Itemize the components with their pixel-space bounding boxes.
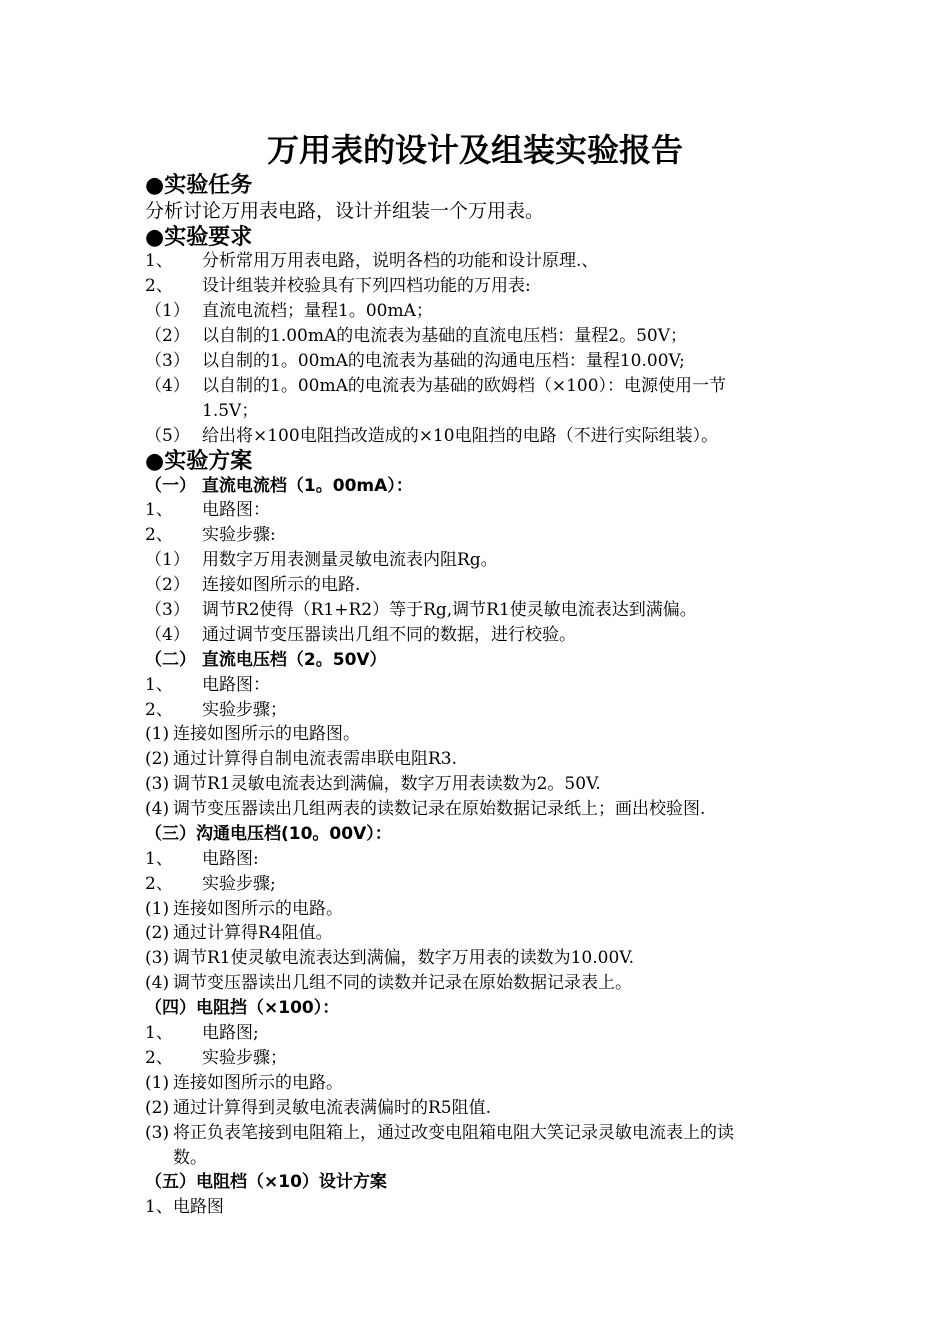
plan-item: (2) 通过计算得R4阻值。 — [145, 923, 333, 943]
plan-item: (1) 连接如图所示的电路。 — [145, 1073, 343, 1093]
plan-item: （1） 用数字万用表测量灵敏电流表内阻Rg。 — [145, 550, 498, 570]
subsection-heading-resistance-x100: （四）电阻挡（×100）： — [145, 998, 340, 1018]
requirement-item: 2、 设计组装并校验具有下列四档功能的万用表: — [145, 276, 531, 296]
subsection-heading-ac-voltage: （三）沟通电压档(10。00V）： — [145, 824, 392, 844]
plan-item: (3) 调节R1使灵敏电流表达到满偏，数字万用表的读数为10.00V. — [145, 948, 634, 968]
subsection-heading-dc-voltage: （二） 直流电压档（2。50V） — [145, 650, 387, 670]
plan-item: 2、 实验步骤; — [145, 874, 276, 894]
plan-item: 1、 电路图; — [145, 1023, 259, 1043]
requirement-item: 1、 分析常用万用表电路，说明各档的功能和设计原理.、 — [145, 251, 599, 271]
requirement-item-continuation: 1.5V； — [202, 401, 259, 421]
section-heading-plan: ●实验方案 — [145, 449, 253, 474]
plan-item: （2） 连接如图所示的电路. — [145, 575, 361, 595]
requirement-item: （2） 以自制的1.00mA的电流表为基础的直流电压档：量程2。50V； — [145, 326, 687, 346]
section-heading-requirements: ●实验要求 — [145, 225, 253, 250]
plan-item: 1、 电路图： — [145, 500, 270, 520]
plan-item: 2、 实验步骤； — [145, 1048, 287, 1068]
plan-item: （4） 通过调节变压器读出几组不同的数据，进行校验。 — [145, 625, 576, 645]
task-text: 分析讨论万用表电路，设计并组装一个万用表。 — [145, 200, 545, 222]
plan-item: (2) 通过计算得自制电流表需串联电阻R3. — [145, 749, 458, 769]
plan-item: (3) 将正负表笔接到电阻箱上，通过改变电阻箱电阻大笑记录灵敏电流表上的读 — [145, 1123, 734, 1143]
plan-item-continuation: 数。 — [173, 1148, 207, 1168]
document-title: 万用表的设计及组装实验报告 — [266, 131, 683, 169]
plan-item: 1、 电路图: — [145, 849, 259, 869]
requirement-item: （1） 直流电流档；量程1。00mA； — [145, 301, 433, 321]
section-heading-task: ●实验任务 — [145, 173, 253, 198]
requirement-item: （5） 给出将×100电阻挡改造成的×10电阻挡的电路（不进行实际组装）。 — [145, 426, 719, 446]
plan-item: (4) 调节变压器读出几组不同的读数并记录在原始数据记录表上。 — [145, 973, 632, 993]
plan-item: (1) 连接如图所示的电路。 — [145, 899, 343, 919]
subsection-heading-resistance-x10: （五）电阻档（×10）设计方案 — [145, 1172, 387, 1192]
requirement-item: （4） 以自制的1。00mA的电流表为基础的欧姆档（×100）：电源使用一节 — [145, 376, 727, 396]
plan-item: 2、 实验步骤； — [145, 700, 287, 720]
plan-item: (4) 调节变压器读出几组两表的读数记录在原始数据记录纸上；画出校验图. — [145, 799, 706, 819]
plan-item: (2) 通过计算得到灵敏电流表满偏时的R5阻值. — [145, 1098, 492, 1118]
plan-item: 1、 电路图： — [145, 675, 270, 695]
plan-item: 1、电路图 — [145, 1197, 224, 1217]
requirement-item: （3） 以自制的1。00mA的电流表为基础的沟通电压档：量程10.00V; — [145, 351, 685, 371]
subsection-heading-dc-current: （一） 直流电流档（1。00mA）： — [145, 476, 413, 496]
plan-item: (3) 调节R1灵敏电流表达到满偏，数字万用表读数为2。50V. — [145, 774, 601, 794]
plan-item: 2、 实验步骤: — [145, 525, 276, 545]
plan-item: (1) 连接如图所示的电路图。 — [145, 724, 360, 744]
plan-item: （3） 调节R2使得（R1+R2）等于Rg,调节R1使灵敏电流表达到满偏。 — [145, 600, 697, 620]
